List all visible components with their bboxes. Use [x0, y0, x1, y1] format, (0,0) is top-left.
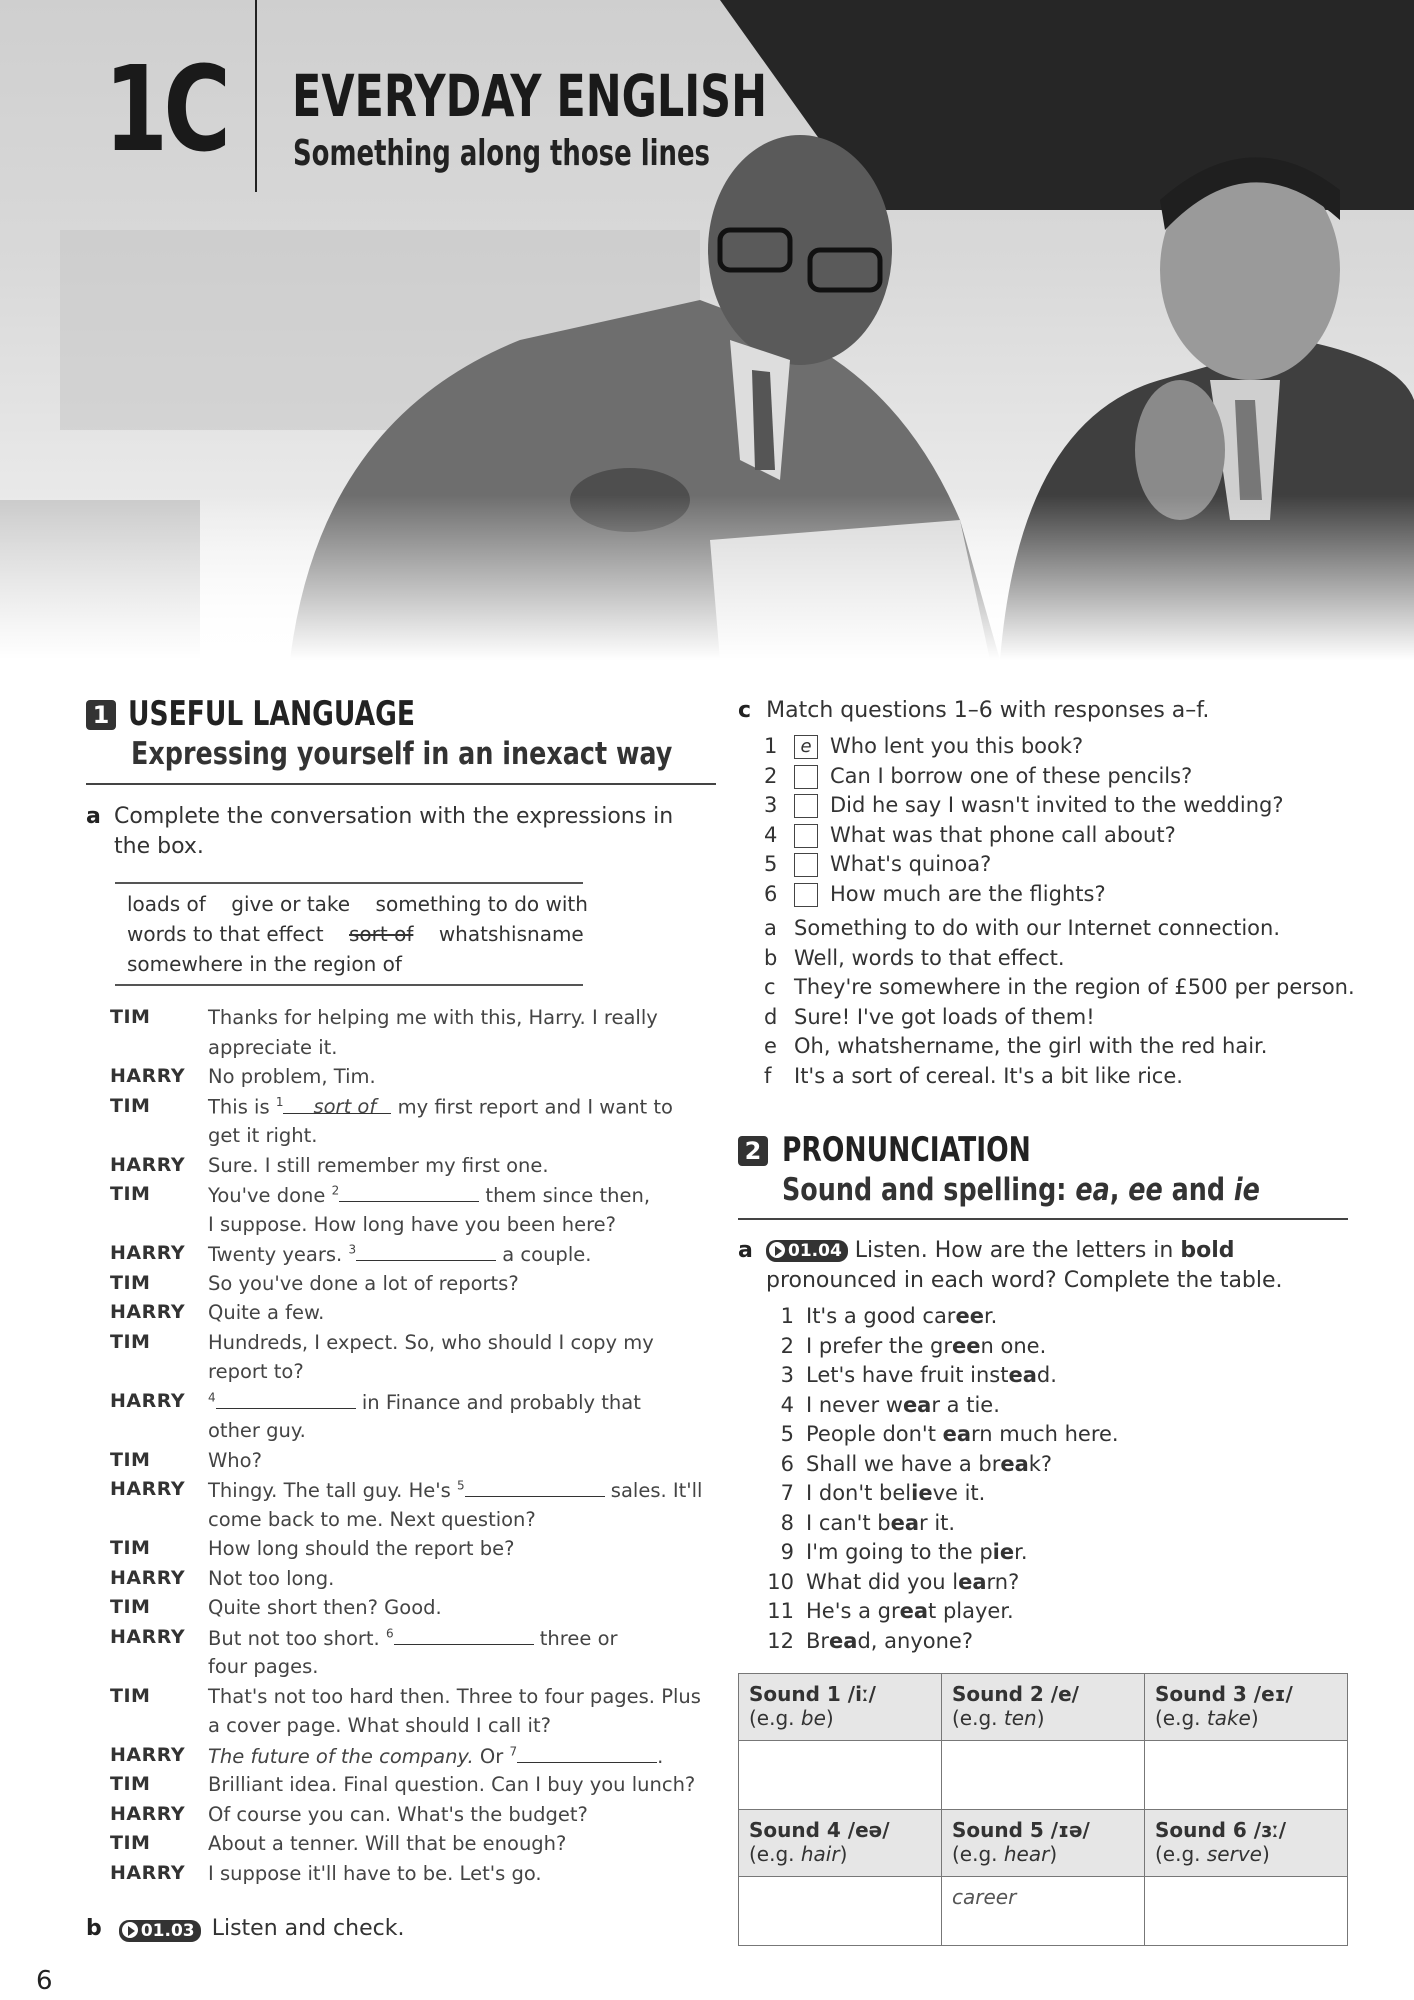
speaker-name: TIM: [110, 1537, 151, 1559]
dialogue-line: come back to me. Next question?: [208, 1507, 536, 1531]
sentence-text: r.: [1014, 1540, 1028, 1564]
response-text: Something to do with our Internet connection.: [794, 916, 1280, 940]
speaker-name: HARRY: [110, 1153, 186, 1176]
speaker-name: TIM: [110, 1094, 151, 1117]
speaker-name: HARRY: [110, 1625, 186, 1648]
exercise-b: [86, 1914, 404, 1944]
response-letter: c: [764, 975, 776, 999]
gap-number: 7: [509, 1744, 518, 1758]
instr-text: Listen. How are the letters in: [854, 1238, 1181, 1263]
dialogue-line: Not too long.: [208, 1566, 335, 1590]
eg-text: (e.g.: [749, 1842, 801, 1866]
sentence-text: I can't b: [806, 1510, 891, 1535]
table-answer-row: [739, 1741, 1348, 1810]
question-item: [764, 734, 1083, 759]
sentence-number: 12: [767, 1628, 794, 1653]
section1-rule: [86, 783, 716, 785]
dialogue-line: [208, 1242, 591, 1266]
gap-answer: sort of: [313, 1095, 377, 1118]
answer-gap[interactable]: [394, 1626, 534, 1645]
question-text: What's quinoa?: [830, 852, 992, 876]
answer-gap[interactable]: [517, 1744, 657, 1763]
sounds-table: [738, 1673, 1348, 1946]
sentence-item: [762, 1452, 1052, 1476]
question-text: Can I borrow one of these pencils?: [830, 763, 1193, 788]
bold-letters: ie: [992, 1540, 1015, 1564]
section2-rule: [738, 1218, 1348, 1220]
sentence-item: [762, 1422, 1119, 1446]
answer-gap[interactable]: [339, 1183, 479, 1202]
sentence-number: 5: [780, 1422, 794, 1446]
sentence-text: I don't bel: [806, 1481, 912, 1505]
section2-title: PRONUNCIATION: [782, 1130, 1031, 1170]
question-number: 4: [764, 822, 778, 847]
table-answer-row: [739, 1877, 1348, 1946]
eg-close: ): [839, 1842, 848, 1866]
speaker-name: HARRY: [110, 1065, 186, 1087]
unit-number: 1C: [104, 40, 227, 178]
dialogue-line: report to?: [208, 1360, 304, 1383]
speaker-name: HARRY: [110, 1478, 186, 1500]
response-item: [764, 1034, 1267, 1058]
example-answer: career: [952, 1885, 1017, 1909]
section1-subtitle: Expressing yourself in an inexact way: [131, 736, 673, 772]
exercise-a-instruction: [114, 802, 673, 862]
answer-cell[interactable]: [1145, 1741, 1348, 1810]
speaker-name: TIM: [110, 1596, 151, 1618]
box-item: somewhere in the region of: [127, 952, 402, 976]
speaker-name: HARRY: [110, 1802, 186, 1825]
dialogue-line: Quite a few.: [208, 1301, 325, 1324]
gap-number: 4: [208, 1390, 216, 1404]
sentence-text: It's a good car: [806, 1304, 956, 1328]
response-letter: d: [764, 1004, 778, 1029]
answer-checkbox[interactable]: [794, 883, 818, 907]
dialogue-line: Brilliant idea. Final question. Can I buy you lunch?: [208, 1773, 696, 1796]
question-text: Who lent you this book?: [830, 734, 1084, 758]
sentence-item: [762, 1570, 1019, 1594]
response-letter: a: [764, 916, 777, 940]
dialogue-text: Or: [473, 1744, 510, 1768]
dialogue-line: [208, 1390, 641, 1414]
dialogue-line: So you've done a lot of reports?: [208, 1271, 519, 1295]
dialogue-line: Of course you can. What's the budget?: [208, 1802, 588, 1826]
gap-number: 2: [331, 1183, 340, 1198]
speaker-name: TIM: [110, 1330, 151, 1353]
section1-number: 1: [86, 700, 116, 730]
page-number: 6: [36, 1966, 53, 1996]
sentence-item: [762, 1540, 1028, 1564]
dialogue-text: sales. It'll: [604, 1479, 703, 1502]
section1-heading: [86, 700, 116, 730]
dialogue-text: But not too short.: [208, 1626, 386, 1650]
subtitle-ea: ea: [1075, 1172, 1110, 1208]
eg-text: (e.g.: [952, 1842, 1004, 1866]
eg-close: ): [1261, 1842, 1270, 1866]
eg-close: ): [1250, 1706, 1259, 1730]
response-item: [764, 946, 1065, 970]
dialogue-line: [208, 1744, 663, 1768]
speaker-name: HARRY: [110, 1743, 186, 1766]
instruction-line1: Complete the conversation with the expressions in: [114, 804, 674, 829]
dialogue-line: [208, 1095, 673, 1119]
speaker-name: HARRY: [110, 1566, 186, 1589]
table-cell: [739, 1674, 942, 1741]
eg-text: (e.g.: [1155, 1706, 1207, 1730]
box-item: loads of: [127, 892, 206, 916]
sentence-number: 6: [780, 1451, 794, 1476]
dialogue-line: four pages.: [208, 1655, 319, 1678]
bold-letters: ea: [829, 1628, 858, 1653]
sentence-number: 2: [780, 1333, 794, 1358]
subtitle-text: Sound and spelling:: [782, 1172, 1076, 1208]
eg-text: (e.g.: [1155, 1842, 1207, 1866]
bold-letters: ea: [890, 1510, 920, 1535]
bold-letters: ea: [958, 1569, 987, 1594]
dialogue-text: You've done: [208, 1184, 332, 1207]
sound-heading: Sound 3 /eɪ/: [1155, 1682, 1293, 1706]
answer-cell[interactable]: [942, 1877, 1145, 1946]
dialogue-text: This is: [208, 1095, 276, 1118]
dialogue-text: Thingy. The tall guy. He's: [208, 1479, 457, 1502]
section2-subtitle: [782, 1172, 1260, 1208]
bold-letters: ea: [902, 1392, 932, 1417]
answer-cell[interactable]: [1145, 1877, 1348, 1946]
question-text: Did he say I wasn't invited to the wedding?: [830, 793, 1284, 817]
answer-cell[interactable]: [942, 1741, 1145, 1810]
answer-checkbox[interactable]: [794, 765, 818, 789]
speaker-name: HARRY: [110, 1389, 186, 1412]
answer-gap[interactable]: [283, 1095, 391, 1118]
box-item: whatshisname: [438, 922, 584, 946]
response-letter: e: [764, 1034, 777, 1058]
box-row3: [127, 952, 402, 976]
bold-letters: ea: [942, 1422, 972, 1446]
dialogue-text: in Finance and probably that: [355, 1390, 641, 1414]
bold-letters: ea: [1000, 1451, 1029, 1476]
exercise-b-text: Listen and check.: [211, 1916, 405, 1941]
dialogue-text: three or: [533, 1626, 618, 1650]
answer-checkbox[interactable]: e: [794, 735, 818, 759]
answer-checkbox[interactable]: [794, 794, 818, 818]
dialogue-line: Quite short then? Good.: [208, 1596, 442, 1619]
dialogue-line: That's not too hard then. Three to four pages. Plus: [208, 1684, 701, 1708]
eg-word: take: [1206, 1706, 1251, 1730]
response-item: [764, 1005, 1095, 1029]
speaker-name: TIM: [110, 1448, 151, 1471]
table-cell: [942, 1674, 1145, 1741]
sentence-text: rn?: [986, 1569, 1020, 1594]
table-cell: [1145, 1810, 1348, 1877]
dialogue-line: How long should the report be?: [208, 1537, 515, 1560]
dialogue-text: them since then,: [479, 1184, 651, 1207]
sentence-item: [762, 1304, 997, 1328]
gap-number: 6: [385, 1626, 394, 1640]
sentence-item: [762, 1363, 1057, 1387]
sentence-number: 11: [767, 1599, 794, 1623]
subtitle-comma: ,: [1109, 1172, 1129, 1208]
gap-number: 1: [275, 1094, 284, 1109]
answer-gap[interactable]: [356, 1242, 496, 1261]
sentence-number: 1: [780, 1304, 794, 1328]
sentence-text: People don't: [806, 1422, 943, 1446]
dialogue-line: other guy.: [208, 1419, 306, 1442]
speaker-name: TIM: [110, 1684, 151, 1707]
answer-cell[interactable]: [739, 1877, 942, 1946]
bold-letters: ie: [911, 1481, 933, 1505]
exercise-c: [738, 696, 1209, 726]
table-cell: [942, 1810, 1145, 1877]
answer-cell[interactable]: [739, 1741, 942, 1810]
dialogue-line: [208, 1478, 702, 1502]
sentence-number: 7: [780, 1481, 794, 1505]
dialogue-text: a couple.: [496, 1243, 592, 1266]
answer-gap[interactable]: [216, 1390, 356, 1409]
speaker-name: HARRY: [110, 1242, 186, 1264]
dialogue-line: About a tenner. Will that be enough?: [208, 1832, 567, 1855]
sentence-text: He's a gr: [806, 1599, 900, 1623]
response-text: It's a sort of cereal. It's a bit like rice.: [794, 1063, 1183, 1088]
gap-number: 5: [456, 1478, 465, 1493]
exercise-c-instruction: Match questions 1–6 with responses a–f.: [766, 698, 1210, 723]
sentence-text: d, anyone?: [857, 1628, 973, 1653]
sentence-text: Let's have fruit inst: [806, 1363, 1009, 1387]
sentence-text: n one.: [980, 1333, 1047, 1358]
sentence-text: I prefer the gr: [806, 1333, 953, 1358]
eg-word: serve: [1206, 1842, 1262, 1866]
dialogue-line: get it right.: [208, 1124, 318, 1147]
dialogue-text: Twenty years.: [208, 1243, 349, 1266]
question-number: 2: [764, 763, 778, 788]
dialogue-line: Thanks for helping me with this, Harry. I really: [208, 1006, 658, 1029]
response-item: [764, 916, 1280, 940]
question-number: 5: [764, 852, 778, 876]
sentence-item: [762, 1334, 1046, 1358]
sentence-item: [762, 1481, 985, 1505]
question-item: [764, 793, 1284, 818]
table-cell: [739, 1810, 942, 1877]
sentence-text: r a tie.: [931, 1392, 1000, 1417]
dialogue-line: [208, 1183, 650, 1207]
instruction-line2: the box.: [114, 834, 204, 859]
section2-heading: [738, 1136, 768, 1166]
box-row2: [127, 922, 584, 946]
title-divider: [255, 0, 257, 192]
table-header-row: [739, 1810, 1348, 1877]
bold-letters: ee: [952, 1333, 981, 1358]
sentence-text: Shall we have a br: [806, 1451, 1001, 1476]
table-header-row: [739, 1674, 1348, 1741]
instr-bold: bold: [1180, 1238, 1235, 1263]
sound-heading: Sound 2 /e/: [952, 1682, 1079, 1706]
section2-number: 2: [738, 1136, 768, 1166]
sentence-text: t player.: [928, 1599, 1014, 1623]
eg-word: ten: [1003, 1706, 1037, 1730]
sound-heading: Sound 4 /eə/: [749, 1818, 890, 1842]
dialogue-line: a cover page. What should I call it?: [208, 1714, 551, 1737]
answer-checkbox[interactable]: [794, 824, 818, 848]
exercise-2a-label: a: [738, 1238, 753, 1263]
sentence-item: [762, 1393, 1000, 1417]
dialogue-text: my first report and I want to: [391, 1095, 673, 1118]
response-text: Sure! I've got loads of them!: [794, 1004, 1095, 1029]
dialogue-line: [208, 1626, 618, 1650]
sentence-text: r.: [983, 1304, 998, 1328]
unit-subtitle: Something along those lines: [293, 133, 710, 174]
box-top-rule: [115, 882, 583, 884]
dialogue-line: I suppose it'll have to be. Let's go.: [208, 1861, 542, 1885]
exercise-2a-instruction: [766, 1236, 1283, 1296]
box-item-used: sort of: [349, 922, 414, 946]
instr-text-2: pronounced in each word? Complete the table.: [766, 1268, 1283, 1293]
bold-letters: ea: [1008, 1363, 1037, 1387]
speaker-name: TIM: [110, 1271, 151, 1294]
subtitle-ie: ie: [1233, 1172, 1260, 1208]
response-text: Well, words to that effect.: [794, 945, 1065, 970]
dialogue-text: .: [657, 1744, 664, 1768]
response-letter: f: [764, 1063, 772, 1088]
sound-heading: Sound 1 /iː/: [749, 1682, 876, 1706]
response-text: Oh, whatshername, the girl with the red hair.: [794, 1034, 1268, 1058]
sentence-number: 10: [767, 1569, 794, 1594]
dialogue-line: No problem, Tim.: [208, 1065, 376, 1088]
sound-heading: Sound 6 /ɜː/: [1155, 1818, 1287, 1842]
sound-heading: Sound 5 /ɪə/: [952, 1818, 1090, 1842]
table-cell: [1145, 1674, 1348, 1741]
box-item: something to do with: [375, 892, 588, 916]
eg-text: (e.g.: [749, 1706, 801, 1730]
box-bottom-rule: [115, 984, 583, 986]
eg-word: hair: [800, 1842, 840, 1866]
box-row1: [127, 892, 588, 916]
subtitle-ee: ee: [1128, 1172, 1163, 1208]
eg-close: ): [825, 1706, 834, 1730]
speaker-name: TIM: [110, 1006, 151, 1028]
speaker-name: TIM: [110, 1183, 151, 1205]
sentence-text: ve it.: [932, 1481, 986, 1505]
question-number: 1: [764, 734, 778, 758]
question-item: [764, 764, 1192, 789]
sentence-text: I never w: [806, 1392, 903, 1417]
eg-word: be: [800, 1706, 826, 1730]
bold-letters: ee: [955, 1304, 984, 1328]
response-item: [764, 1064, 1183, 1088]
speaker-name: TIM: [110, 1832, 151, 1854]
sentence-text: k?: [1028, 1451, 1053, 1476]
sentence-item: [762, 1599, 1014, 1623]
italic-text: The future of the company.: [208, 1744, 474, 1768]
question-item: [764, 823, 1176, 848]
question-number: 6: [764, 881, 778, 906]
question-text: What was that phone call about?: [830, 822, 1176, 847]
dialogue-line: I suppose. How long have you been here?: [208, 1212, 617, 1236]
speaker-name: HARRY: [110, 1301, 186, 1323]
speaker-name: TIM: [110, 1773, 151, 1795]
eg-close: ): [1049, 1842, 1058, 1866]
subtitle-and: and: [1162, 1172, 1234, 1208]
eg-word: hear: [1003, 1842, 1050, 1866]
exercise-c-label: c: [738, 698, 752, 723]
exercise-a-label: a: [86, 804, 101, 829]
sentence-number: 4: [780, 1392, 794, 1417]
sentence-number: 3: [780, 1363, 794, 1387]
bold-letters: ea: [899, 1599, 929, 1623]
answer-checkbox[interactable]: [794, 853, 818, 877]
exercise-b-label: b: [86, 1916, 102, 1941]
sentence-text: What did you l: [806, 1569, 959, 1594]
sentence-text: rn much here.: [971, 1422, 1119, 1446]
sentence-number: 8: [780, 1510, 794, 1535]
box-item: words to that effect: [127, 922, 324, 946]
response-letter: b: [764, 945, 778, 970]
sentence-item: [762, 1511, 955, 1535]
eg-close: ): [1036, 1706, 1045, 1730]
eg-text: (e.g.: [952, 1706, 1004, 1730]
response-text: They're somewhere in the region of £500 per person.: [794, 975, 1355, 999]
response-item: [764, 975, 1355, 999]
question-number: 3: [764, 793, 778, 817]
question-item: [764, 852, 991, 877]
box-item: give or take: [231, 892, 351, 916]
sentence-text: I'm going to the p: [806, 1540, 993, 1564]
speaker-name: HARRY: [110, 1861, 186, 1884]
sentence-text: Br: [806, 1628, 830, 1653]
dialogue-line: Hundreds, I expect. So, who should I copy my: [208, 1330, 654, 1354]
sentence-text: r it.: [919, 1510, 956, 1535]
sentence-item: [762, 1629, 973, 1653]
sentence-number: 9: [780, 1540, 794, 1564]
dialogue-line: Sure. I still remember my first one.: [208, 1153, 549, 1177]
audio-track-button[interactable]: 01.04: [766, 1240, 848, 1262]
sentence-text: d.: [1036, 1363, 1057, 1387]
section1-title: USEFUL LANGUAGE: [128, 694, 416, 734]
unit-title: EVERYDAY ENGLISH: [292, 62, 768, 130]
dialogue-line: appreciate it.: [208, 1035, 338, 1059]
answer-gap[interactable]: [465, 1478, 605, 1497]
question-text: How much are the flights?: [830, 881, 1106, 906]
question-item: [764, 882, 1106, 907]
dialogue-line: Who?: [208, 1448, 262, 1472]
audio-track-button[interactable]: 01.03: [119, 1920, 201, 1942]
gap-number: 3: [348, 1242, 357, 1257]
